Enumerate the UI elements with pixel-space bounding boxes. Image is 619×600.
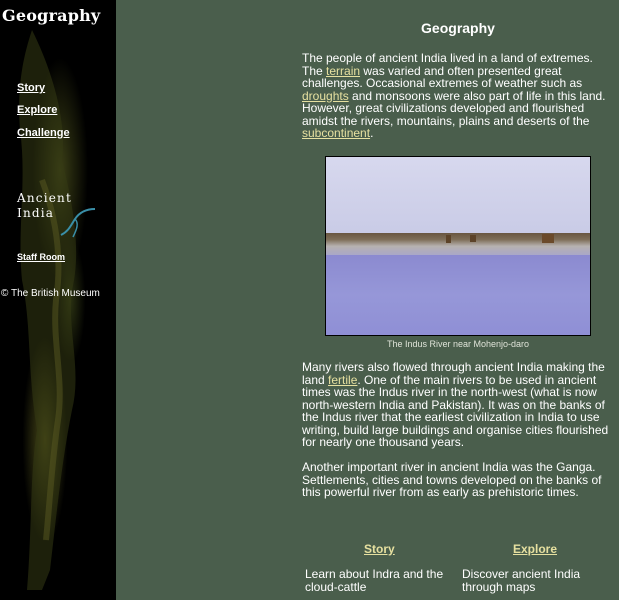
page-title: Geography bbox=[421, 20, 495, 36]
rivers-text-1: Many rivers also flowed through ancient India making the land bbox=[302, 360, 605, 387]
indus-river-photo bbox=[325, 156, 591, 336]
rivers-text-2: . One of the main rivers to be used in ancient times was the Indus river in the north-west (what is now north-western India and Pakistan). It was on the banks of the Indus river that the earliest civilization in India to use writing, build large buildings and organise cities flourished for nearly one thousand years. bbox=[302, 372, 609, 449]
photo-hut bbox=[446, 235, 451, 243]
staff-room-link[interactable]: Staff Room bbox=[17, 252, 65, 262]
glossary-link-subcontinent[interactable]: subcontinent bbox=[302, 126, 371, 140]
sidebar-link-story[interactable]: Story bbox=[17, 82, 46, 94]
photo-water bbox=[326, 255, 590, 335]
intro-text-2: was varied and often presented great challenges. Occasional extremes of weather such as bbox=[302, 63, 583, 90]
rivers-paragraph bbox=[302, 361, 614, 449]
ancient-india-logo-line2: India bbox=[17, 206, 55, 220]
river-logo-icon bbox=[55, 195, 105, 245]
sidebar-link-challenge[interactable]: Challenge bbox=[17, 127, 70, 139]
site-title: Geography bbox=[2, 6, 101, 25]
ancient-india-logo-line1: Ancient bbox=[17, 191, 73, 205]
glossary-link-fertile[interactable]: fertile bbox=[328, 372, 358, 387]
photo-sky bbox=[326, 157, 590, 235]
intro-text-3: and monsoons were also part of life in this land. However, great civilizations developed and flourished amidst the rivers, mountains, plains and deserts of the bbox=[302, 88, 606, 128]
copyright-notice: © The British Museum bbox=[1, 288, 100, 299]
sidebar-link-explore[interactable]: Explore bbox=[17, 104, 58, 116]
glossary-link-droughts[interactable]: droughts bbox=[302, 88, 349, 103]
explore-description: Discover ancient India through maps bbox=[462, 567, 581, 594]
intro-paragraph bbox=[302, 52, 614, 140]
photo-caption: The Indus River near Mohenjo-daro bbox=[386, 339, 530, 349]
intro-text-1: The people of ancient India lived in a land of extremes. The bbox=[302, 51, 593, 78]
glossary-link-terrain[interactable]: terrain bbox=[326, 63, 361, 78]
ganga-paragraph: Another important river in ancient India was the Ganga. Settlements, cities and towns developed on the banks of this powerful river from as early as prehistoric times. bbox=[302, 460, 602, 499]
sidebar bbox=[0, 0, 116, 600]
story-description: Learn about Indra and the cloud-cattle bbox=[305, 567, 444, 594]
photo-hut bbox=[470, 235, 476, 242]
bottom-nav-story-link[interactable]: Story bbox=[364, 542, 395, 556]
bottom-nav-explore-link[interactable]: Explore bbox=[513, 542, 558, 556]
photo-hut bbox=[542, 234, 554, 243]
intro-text-4: . bbox=[370, 126, 374, 140]
